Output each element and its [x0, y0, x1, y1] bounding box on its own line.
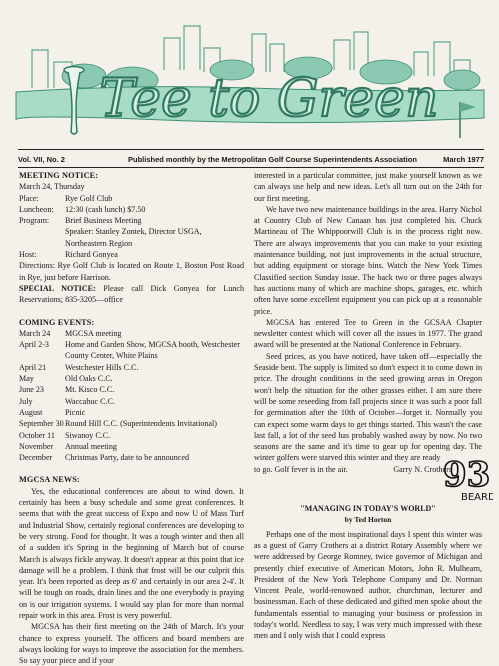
issue-date: March 1977: [443, 154, 484, 164]
row-value: Speaker: Stanley Zontek, Director USGA,: [65, 227, 202, 237]
volume-number: Vol. VII, No. 2: [18, 154, 65, 164]
event-item: [19, 441, 244, 452]
meeting-row: [19, 238, 244, 249]
event-item: [19, 452, 244, 463]
event-item: [19, 384, 244, 395]
event-name: Home and Garden Show, MGCSA booth, Westchester County Center, White Plains: [65, 340, 240, 361]
special-notice-label: SPECIAL NOTICE:: [19, 283, 96, 293]
news-paragraph: MGCSA has entered Tee to Green in the GCSAA Chapter newsletter contest which will cover all the issues in 1977. The grand award will be presented at the National Conference in February.: [254, 317, 482, 350]
event-date: May: [19, 374, 34, 384]
masthead: [14, 10, 486, 145]
event-item: [19, 418, 244, 429]
news-continued-paragraph: interested in a particular committee, just make yourself known as we can always use help and new ideas. Let's all turn out on the 24th for our first meeting.: [254, 171, 482, 203]
event-date: September 30: [19, 419, 64, 429]
news-paragraph: Yes, the educational conferences are about to wind down. It certainly has been a busy schedule and some great conferences. It seems that with the great success of Expo and now U of Mass Turf and Industrial Show, certainly regional conferences are developing to be very strong. Food for thought. It was a tough winter and then all of a sudden it's Spring in the beginning of March but of course March is always fickle anyway. It doesn't appear at this point that ice damage will be a problem. I think that frost will be our culprit this year. It's been reported as deep as 6' and certainly in our area 2-4'. It will be tough on roads, drain lines and the one everybody is praying on is our irrigation systems. I would say plan for more than normal repair work in this area. Frost is very powerful.: [19, 486, 244, 620]
event-item: [19, 373, 244, 384]
right-column: [254, 170, 482, 642]
meeting-notice: [19, 170, 244, 306]
event-name: Round Hill C.C. (Superintendents Invitational): [65, 419, 217, 429]
meeting-row: [19, 226, 244, 237]
row-label: [19, 238, 65, 249]
event-date: December: [19, 453, 53, 463]
publisher-line: Published monthly by the Metropolitan Golf Course Superintendents Association: [128, 154, 417, 164]
event-date: March 24: [19, 328, 51, 338]
row-value: Richard Gonyea: [65, 250, 118, 260]
news-paragraph: MGCSA has their first meeting on the 24th of March. It's your chance to express yourself. The officers and board members are always looking for ways to improve the association for the members. So say your piece and if your: [19, 622, 244, 666]
author-signature: Garry N. Crothers: [393, 464, 452, 474]
event-item: [19, 407, 244, 418]
left-column: [19, 170, 244, 666]
meeting-row: [19, 215, 244, 226]
article-paragraph: Perhaps one of the most inspirational days I spent this winter was as a guest of Garry Crothers at a district Rotary Assembly where we were addressed by George Romney, twice governor of Michigan and presently chief executive of American Motors, John R. Mulhearn, President of the New York Telephone Company and Dr. Norman Vincent Peale, world-renowned author, churchman, lecturer and businessman. Each of these dedicated and gifted men spoke about the fundamentals essential to managing your business or profession in today's world. Needless to say, I was very much impressed with these men and I only wish that I could express: [254, 529, 482, 641]
bottom-rule: [18, 167, 484, 168]
event-item: [19, 339, 244, 362]
flag-icon: [460, 102, 476, 138]
row-label: [19, 226, 65, 237]
event-name: Picnic: [65, 407, 86, 417]
beard-logo: [439, 452, 493, 512]
coming-events-heading: COMING EVENTS:: [19, 317, 95, 327]
event-date: April 21: [19, 362, 47, 372]
closing-line: to go. Golf fever is in the air.: [254, 464, 348, 474]
coming-events: [19, 317, 244, 464]
event-item: [19, 362, 244, 373]
masthead-title: Tee to Green: [99, 69, 439, 129]
event-date: November: [19, 441, 54, 451]
event-name: Old Oaks C.C.: [65, 374, 113, 384]
article-byline: by Ted Horton: [344, 515, 392, 525]
meeting-row: [19, 204, 244, 215]
meeting-notice-heading: MEETING NOTICE:: [19, 171, 99, 180]
event-name: Annual meeting: [65, 441, 117, 451]
event-date: April 2-3: [19, 340, 49, 350]
row-value: Northeastern Region: [65, 238, 133, 248]
top-rule: [18, 149, 484, 150]
meeting-row: [19, 249, 244, 260]
event-date: August: [19, 407, 43, 417]
row-value: Rye Golf Club: [65, 193, 113, 203]
row-label: Luncheon:: [19, 204, 54, 214]
beard-logo-mark: [439, 452, 493, 512]
event-name: Westchester Hills C.C.: [65, 362, 139, 372]
event-name: Waccabuc C.C.: [65, 396, 115, 406]
directions-text: Directions: Rye Golf Club is located on Route 1, Boston Post Road in Rye, just before Harrison.: [19, 261, 244, 282]
meeting-date: March 24, Thursday: [19, 182, 85, 192]
event-name: Mt. Kisco C.C.: [65, 385, 115, 395]
event-item: [19, 430, 244, 441]
masthead-art: [14, 10, 486, 145]
event-date: October 11: [19, 430, 55, 440]
logo-number: 93: [443, 455, 491, 495]
mgcsa-news: [19, 474, 244, 666]
row-label: Program:: [19, 216, 50, 226]
issue-info-bar: [18, 152, 484, 166]
logo-caption: BEARD: [461, 492, 493, 503]
row-label: Place:: [19, 193, 39, 203]
meeting-row: [19, 193, 244, 204]
event-item: [19, 328, 244, 339]
event-date: June 23: [19, 385, 44, 395]
row-label: Host:: [19, 250, 37, 260]
special-notice-text: Please call Dick Gonyea for Lunch Reservations; 835-3205—office: [19, 283, 244, 305]
row-value: Brief Business Meeting: [65, 216, 142, 226]
row-value: 12:30 (cash lunch) $7.50: [65, 204, 146, 214]
event-name: MGCSA meeting: [65, 328, 122, 338]
event-name: Siwanoy C.C.: [65, 430, 111, 440]
event-name: Christmas Party, date to be announced: [65, 453, 189, 463]
event-item: [19, 396, 244, 407]
article-title: "MANAGING IN TODAY'S WORLD": [300, 504, 436, 514]
event-date: July: [19, 396, 33, 406]
mgcsa-news-heading: MGCSA NEWS:: [19, 475, 80, 485]
special-notice: [19, 283, 244, 306]
news-paragraph: We have two new maintenance buildings in the area. Harry Nichol at Country Club of New Canaan has just completed his. Chuck Martineau of The Whippoorwill Club is in the process right now. There are always improvements that you can make to your existing maintenance building, not just improvements in the actual structure, but adding equipment or storage bins. Watch the New York Times Classified section Sunday issue. The back two or three pages always has auctions many of which are machine shops, garages, etc. which often have some excellent equipment you can pick up at a reasonable price.: [254, 204, 482, 316]
news-paragraph: Seed prices, as you have noticed, have taken off—especially the Seaside bent. The supply is limited so don't expect it to come down in price. The drought conditions in the seed growing areas in Oregon won't help the situation for the other grasses either. I am sure there will be some reseeding from fall projects since it was such a poor fall for germination after the 10th of October—forget it. Normally you can expect some warm days to get things started. This wasn't the case last fall, a lot of the seed has probably washed away by now. No two seasons are the same and it's time to gear up for opening day. The winter golfers were starved this winter and they are ready: [254, 351, 482, 463]
